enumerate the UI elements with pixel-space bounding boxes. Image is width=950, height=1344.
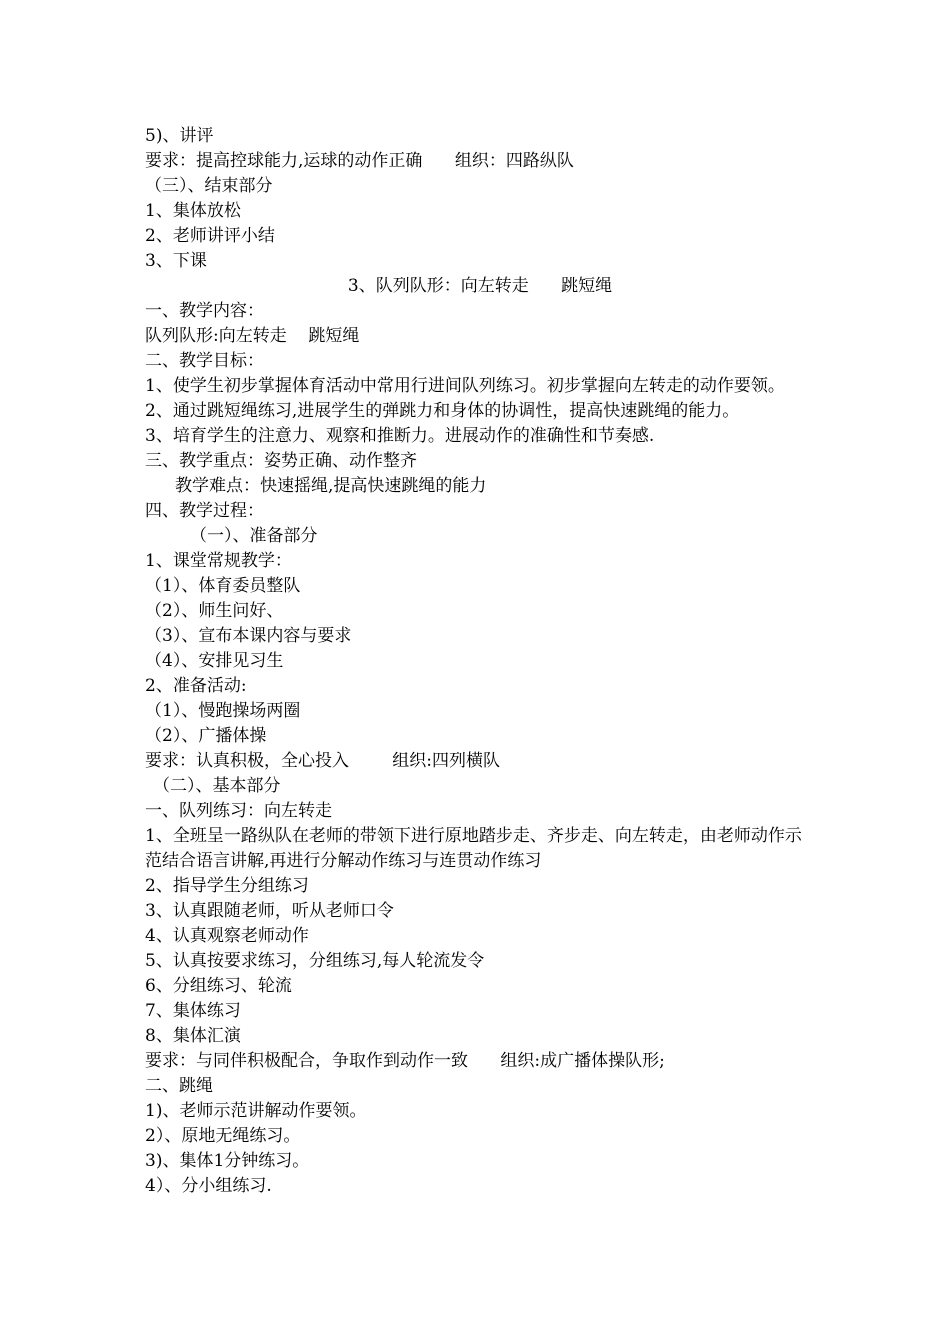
text-line: 2、准备活动:: [145, 676, 247, 696]
text-line: （2）、广播体操: [145, 726, 267, 746]
section-heading: 二、教学目标：: [145, 351, 264, 371]
text-line: 1、集体放松: [145, 201, 241, 221]
text-line: 教学难点：快速摇绳,提高快速跳绳的能力: [175, 476, 487, 496]
section-heading: （三）、结束部分: [145, 176, 273, 196]
section-heading: 三、教学重点：姿势正确、动作整齐: [145, 451, 417, 471]
text-line: 5)、讲评: [145, 126, 214, 146]
text-line: 4）、分小组练习.: [145, 1176, 272, 1196]
text-line: 2、通过跳短绳练习,进展学生的弹跳力和身体的协调性，提高快速跳绳的能力。: [145, 401, 740, 421]
section-heading: 一、队列练习：向左转走: [145, 801, 332, 821]
subsection-heading: （一）、准备部分: [190, 526, 318, 546]
text-line: （1）、慢跑操场两圈: [145, 701, 301, 721]
text-line: 7、集体练习: [145, 1001, 241, 1021]
text-line: 3)、集体1分钟练习。: [145, 1151, 310, 1171]
text-line: （1）、体育委员整队: [145, 576, 301, 596]
text-line: 要求：提高控球能力,运球的动作正确 组织：四路纵队: [145, 151, 574, 171]
text-line: 要求：认真积极，全心投入 组织:四列横队: [145, 751, 500, 771]
text-line: 2、指导学生分组练习: [145, 876, 309, 896]
text-line: 要求：与同伴积极配合，争取作到动作一致 组织:成广播体操队形;: [145, 1051, 665, 1071]
text-paragraph: 1、使学生初步掌握体育活动中常用行进间队列练习。初步掌握向左转走的动作要领。: [145, 376, 785, 396]
text-line: 3、认真跟随老师，听从老师口令: [145, 901, 394, 921]
text-line: 2、老师讲评小结: [145, 226, 275, 246]
text-line: 4、认真观察老师动作: [145, 926, 309, 946]
text-line: 3、培育学生的注意力、观察和推断力。进展动作的准确性和节奏感.: [145, 426, 655, 446]
text-line: 1、课堂常规教学：: [145, 551, 292, 571]
text-line: 8、集体汇演: [145, 1026, 241, 1046]
text-line: 6、分组练习、轮流: [145, 976, 292, 996]
document-page: [145, 124, 815, 1199]
text-line: 5、认真按要求练习，分组练习,每人轮流发令: [145, 951, 485, 971]
text-line: （4）、安排见习生: [145, 651, 284, 671]
text-line: 1)、老师示范讲解动作要领。: [145, 1101, 367, 1121]
section-heading: 四、教学过程：: [145, 501, 264, 521]
text-line: （3）、宣布本课内容与要求: [145, 626, 352, 646]
text-line: （2）、师生问好、: [145, 601, 284, 621]
lesson-title: 3、队列队形：向左转走 跳短绳: [347, 276, 613, 296]
text-paragraph: 1、全班呈一路纵队在老师的带领下进行原地踏步走、齐步走、向左转走，由老师动作示范结合语言讲解,再进行分解动作练习与连贯动作练习: [145, 826, 802, 871]
text-line: 2）、原地无绳练习。: [145, 1126, 301, 1146]
section-heading: 一、教学内容：: [145, 301, 264, 321]
text-line: 队列队形:向左转走 跳短绳: [145, 326, 360, 346]
text-line: 3、下课: [145, 251, 207, 271]
subsection-heading: （二）、基本部分: [153, 776, 281, 796]
section-heading: 二、跳绳: [145, 1076, 213, 1096]
